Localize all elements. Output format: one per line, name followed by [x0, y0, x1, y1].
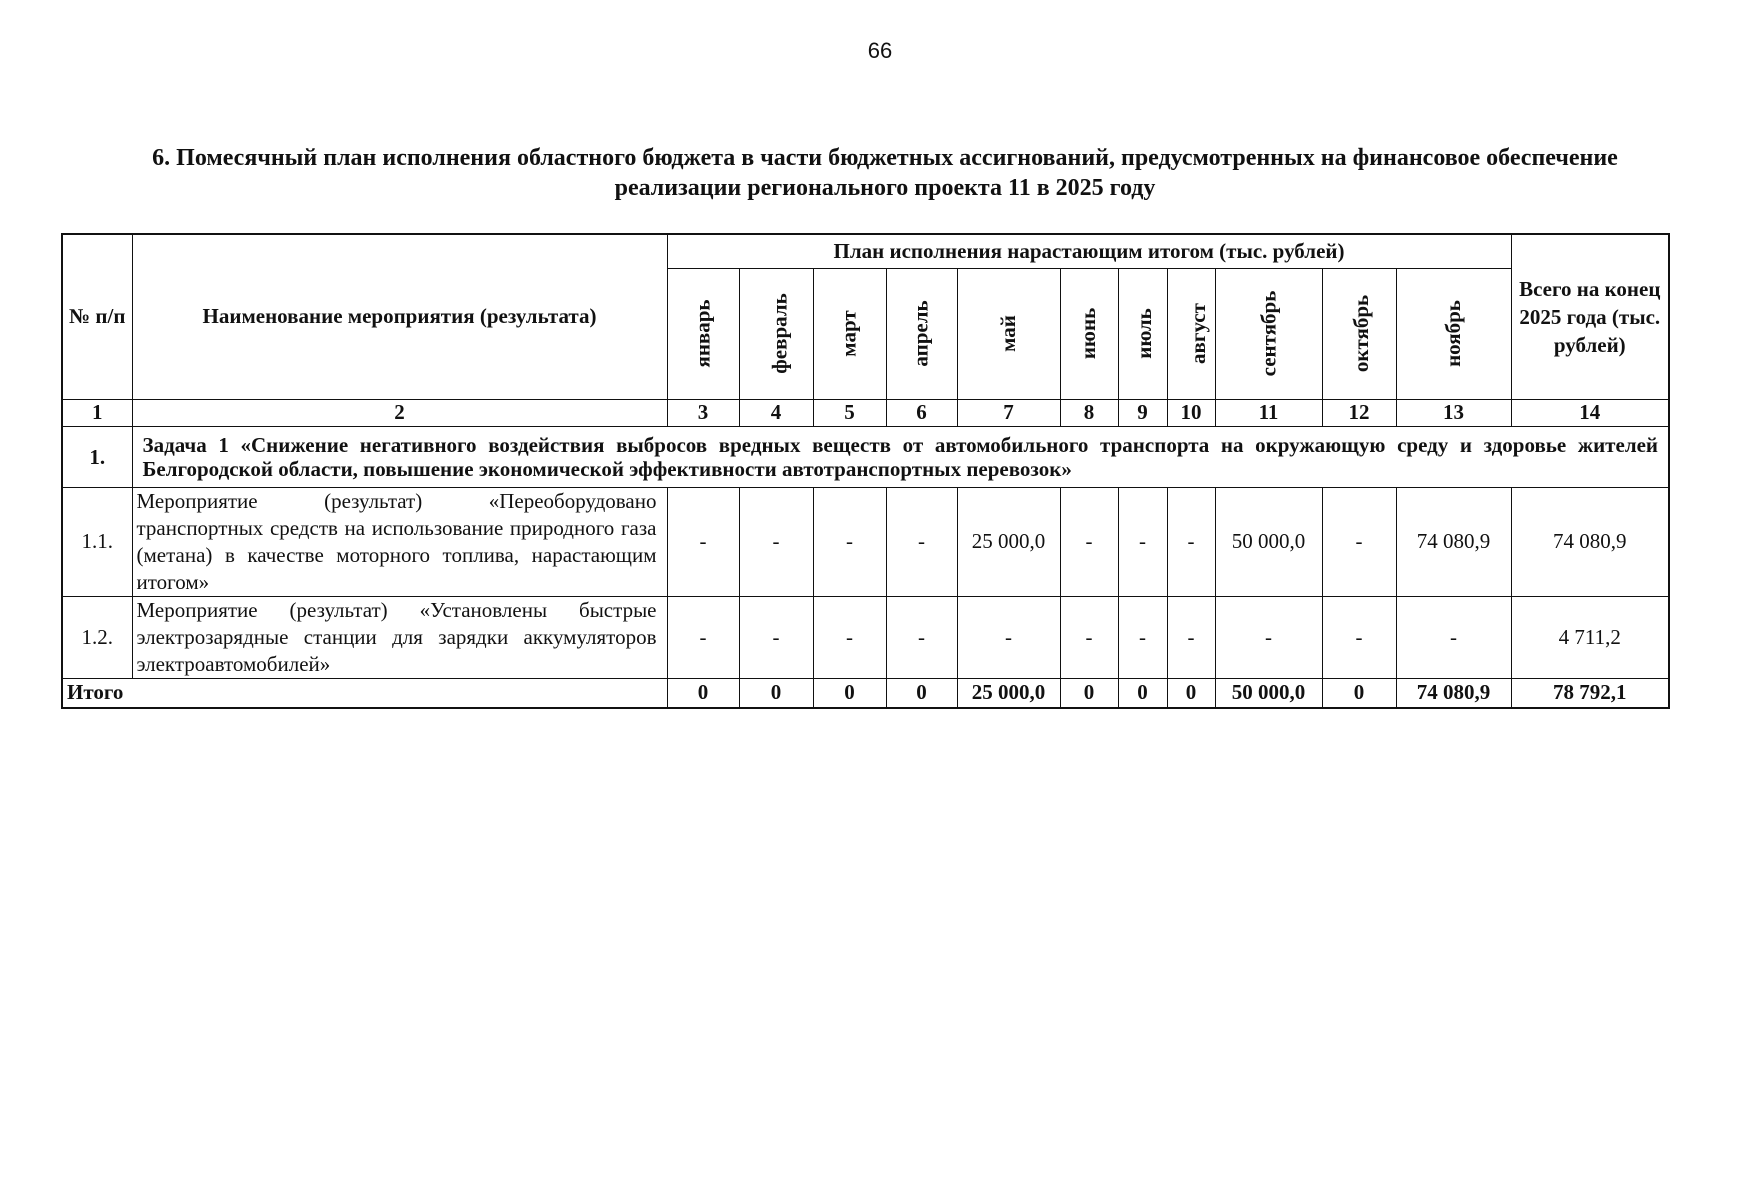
header-month: [1167, 268, 1215, 399]
row-value: -: [1167, 596, 1215, 678]
total-value: 50 000,0: [1215, 678, 1322, 708]
month-label: февраль: [767, 293, 792, 374]
month-label: август: [1185, 303, 1210, 364]
header-name: Наименование мероприятия (результата): [132, 234, 667, 399]
month-label: октябрь: [1348, 294, 1373, 373]
row-value: -: [1322, 487, 1396, 596]
table-row: [62, 596, 1669, 678]
total-value: 0: [739, 678, 813, 708]
column-number: 1: [62, 399, 132, 426]
row-value: -: [886, 596, 957, 678]
row-value: -: [1322, 596, 1396, 678]
month-label: январь: [690, 299, 715, 368]
month-label: май: [995, 315, 1020, 352]
total-value: 0: [667, 678, 739, 708]
header-month: [957, 268, 1060, 399]
column-number: 6: [886, 399, 957, 426]
header-month: [1322, 268, 1396, 399]
row-value: -: [1118, 596, 1167, 678]
header-month: [1396, 268, 1511, 399]
total-value: 0: [1060, 678, 1118, 708]
column-number: 5: [813, 399, 886, 426]
row-value: -: [1167, 487, 1215, 596]
header-number: № п/п: [62, 234, 132, 399]
row-value: -: [739, 596, 813, 678]
column-number: 4: [739, 399, 813, 426]
row-value: -: [667, 487, 739, 596]
row-value: -: [1396, 596, 1511, 678]
page-number: 66: [867, 38, 893, 63]
column-number: 9: [1118, 399, 1167, 426]
month-label: апрель: [909, 300, 933, 367]
column-number: 14: [1511, 399, 1669, 426]
row-value: 74 080,9: [1396, 487, 1511, 596]
row-number: 1.2.: [62, 596, 132, 678]
row-value: 25 000,0: [957, 487, 1060, 596]
row-total: 74 080,9: [1511, 487, 1669, 596]
month-label: ноябрь: [1441, 300, 1466, 367]
header-month: [1060, 268, 1118, 399]
month-label: сентябрь: [1256, 290, 1280, 377]
month-label: март: [836, 310, 861, 357]
row-value: -: [957, 596, 1060, 678]
column-number: 3: [667, 399, 739, 426]
row-name: Мероприятие (результат) «Переоборудовано транспортных средств на использование природного газа (метана) в качестве моторного топлива, нарастающим итогом»: [132, 487, 667, 596]
total-value: 74 080,9: [1396, 678, 1511, 708]
header-month: [1215, 268, 1322, 399]
total-value: 0: [1167, 678, 1215, 708]
column-number: 10: [1167, 399, 1215, 426]
header-month: [813, 268, 886, 399]
task-number: 1.: [62, 426, 132, 487]
column-number: 2: [132, 399, 667, 426]
total-value: 0: [886, 678, 957, 708]
header-total: Всего на конец 2025 года (тыс. рублей): [1511, 234, 1669, 399]
page-title: 6. Помесячный план исполнения областного бюджета в части бюджетных ассигнований, предусмотренных на финансовое обеспечение реализации регионального проекта 11 в 2025 году: [152, 145, 1618, 201]
header-plan: План исполнения нарастающим итогом (тыс. рублей): [667, 234, 1511, 268]
total-label: Итого: [62, 678, 667, 708]
row-value: 50 000,0: [1215, 487, 1322, 596]
month-label: июнь: [1076, 307, 1101, 360]
row-value: -: [667, 596, 739, 678]
month-label: июль: [1131, 308, 1156, 359]
header-month: [886, 268, 957, 399]
header-month: [739, 268, 813, 399]
row-value: -: [813, 596, 886, 678]
row-value: -: [1118, 487, 1167, 596]
column-number: 7: [957, 399, 1060, 426]
grand-total: 78 792,1: [1511, 678, 1669, 708]
row-value: -: [1060, 487, 1118, 596]
row-name: Мероприятие (результат) «Установлены быстрые электрозарядные станции для зарядки аккумуляторов электроавтомобилей»: [132, 596, 667, 678]
header-month: [1118, 268, 1167, 399]
row-value: -: [1215, 596, 1322, 678]
column-number: 8: [1060, 399, 1118, 426]
total-value: 0: [813, 678, 886, 708]
task-text: Задача 1 «Снижение негативного воздействия выбросов вредных веществ от автомобильного транспорта на окружающую среду и здоровье жителей Белгородской области, повышение экономической эффективности автотранспортных перевозок»: [132, 426, 1669, 487]
total-value: 25 000,0: [957, 678, 1060, 708]
budget-plan-table: [61, 233, 1670, 709]
total-value: 0: [1322, 678, 1396, 708]
column-number: 12: [1322, 399, 1396, 426]
total-value: 0: [1118, 678, 1167, 708]
row-number: 1.1.: [62, 487, 132, 596]
row-total: 4 711,2: [1511, 596, 1669, 678]
column-number: 11: [1215, 399, 1322, 426]
row-value: -: [886, 487, 957, 596]
table-row: [62, 487, 1669, 596]
row-value: -: [813, 487, 886, 596]
header-month: [667, 268, 739, 399]
row-value: -: [1060, 596, 1118, 678]
column-number: 13: [1396, 399, 1511, 426]
row-value: -: [739, 487, 813, 596]
